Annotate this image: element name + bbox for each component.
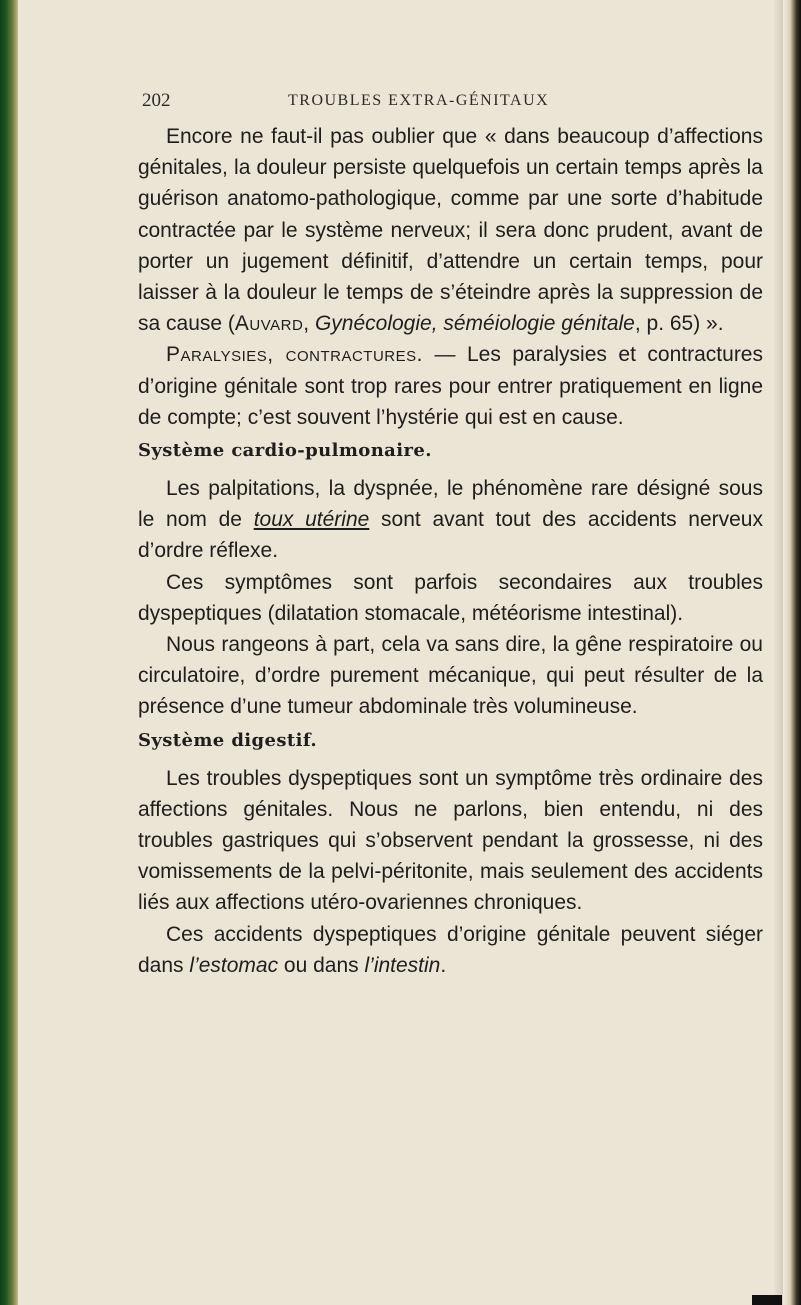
page-right-edge: [783, 0, 801, 1305]
paragraph-paralysies: [138, 339, 763, 433]
paragraph-palpitations: [138, 473, 763, 567]
paragraph-text: — Les paralysies et contractures d’origine génitale sont trop rares pour entrer pratiquement en ligne de compte; c’est souvent l’hystérie qui est en cause.: [138, 343, 763, 429]
corner-scan-mark: [752, 1295, 782, 1305]
citation-separator: ,: [303, 312, 315, 336]
book-binding-edge: [0, 0, 18, 1305]
term-estomac: l’estomac: [189, 953, 279, 977]
paragraph-text: Les palpitations, la dyspnée, le phénomène rare désigné sous le nom de: [138, 477, 763, 532]
section-heading-digestif: Système digestif.: [138, 729, 318, 751]
citation-author: Auvard: [234, 312, 304, 336]
running-title: TROUBLES EXTRA-GÉNITAUX: [288, 92, 550, 109]
citation-work: Gynécologie, séméiologie génitale: [314, 312, 635, 336]
paragraph-douleur: [138, 121, 763, 339]
citation-tail: , p. 65) ».: [634, 312, 724, 336]
paragraph-localisation: [138, 919, 763, 981]
body-text: [138, 121, 763, 981]
paragraph-symptomes: Ces symptômes sont parfois secondaires aux troubles dyspeptiques (dilatation stomacale, météorisme intestinal).: [138, 570, 763, 625]
term-toux-uterine: toux utérine: [253, 508, 370, 532]
page-number: 202: [142, 90, 171, 111]
paragraph-troubles-dyspeptiques: Les troubles dyspeptiques sont un symptôme très ordinaire des affections génitales. Nous ne parlons, bien entendu, ni des troubles gastriques qui s’observent pendant la grossesse, ni des vomissements de la pelvi-péritonite, mais seulement des accidents liés aux affections utéro-ovariennes chroniques.: [138, 766, 763, 915]
paragraph-text-end: .: [440, 953, 447, 977]
term-intestin: l’intestin: [364, 953, 441, 977]
running-header: [0, 88, 801, 118]
paragraph-text-mid: ou dans: [278, 953, 365, 977]
paragraph-text: Encore ne faut-il pas oublier que « dans beaucoup d’affections génitales, la douleur persiste quelquefois un certain temps après la guérison anatomo-pathologique, comme par une sorte d’habitude contractée par le système nerveux; il sera donc prudent, avant de porter un jugement définitif, d’attendre un certain temps, pour laisser à la douleur le temps de s’éteindre après la suppression de sa cause (: [138, 125, 763, 336]
paragraph-text-end: sont avant tout des accidents nerveux d’ordre réflexe.: [138, 508, 763, 563]
section-heading-cardio-pulmonaire: Système cardio-pulmonaire.: [138, 440, 432, 462]
paragraph-text: Ces accidents dyspeptiques d’origine génitale peuvent siéger dans: [138, 922, 763, 977]
page-edge-shadow: [773, 0, 783, 1305]
run-in-heading: Paralysies, contractures.: [166, 343, 423, 367]
paragraph-gene-respiratoire: Nous rangeons à part, cela va sans dire, la gêne respiratoire ou circulatoire, d’ordre purement mécanique, qui peut résulter de la présence d’une tumeur abdominale très volumineuse.: [138, 633, 763, 719]
